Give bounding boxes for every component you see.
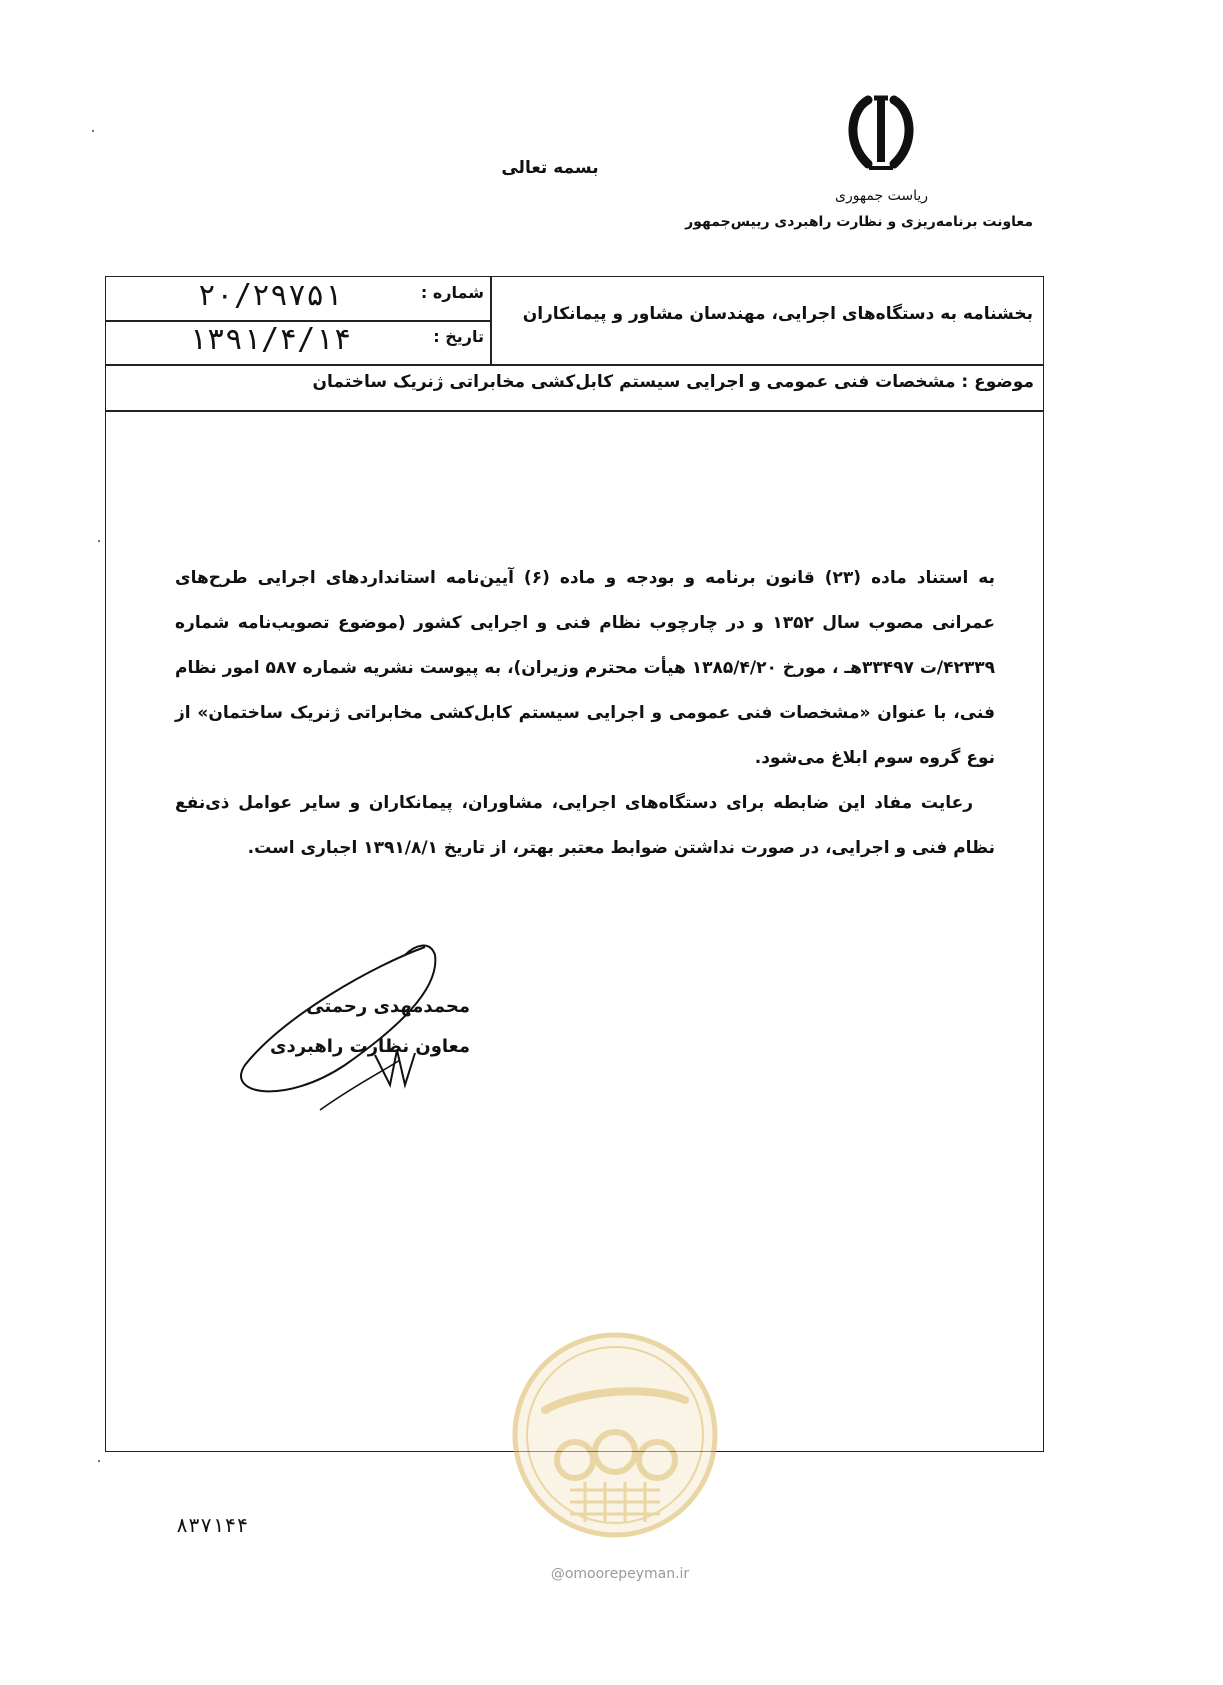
letter-number: ۲۰/۲۹۷۵۱ [197, 278, 343, 313]
org-name-presidency: ریاست جمهوری [834, 188, 928, 204]
reference-number: ۸۳۷۱۴۴ [176, 1513, 249, 1537]
subject-divider [105, 410, 1044, 412]
number-label: شماره : [420, 283, 484, 302]
recipient-line: بخشنامه به دستگاه‌های اجرایی، مهندسان مشاور و پیمانکاران [522, 304, 1033, 324]
scan-speck [98, 540, 100, 542]
org-name-deputy: معاونت برنامه‌ریزی و نظارت راهبردی رییس‌جمهور [685, 214, 1033, 230]
basmala-heading: بسمه تعالی [501, 158, 599, 178]
letter-date: ۱۳۹۱/۴/۱۴ [188, 322, 352, 357]
body-paragraph: رعایت مفاد این ضابطه برای دستگاه‌های اجرایی، مشاوران، پیمانکاران و سایر عوامل ذی‌نفع نظام فنی و اجرایی، در صورت نداشتن ضوابط معتبر بهتر، از تاریخ ۱۳۹۱/۸/۱ اجباری است. [175, 793, 995, 858]
header-divider [105, 364, 1044, 366]
signature-scribble-icon [225, 935, 485, 1115]
letter-body [175, 556, 995, 871]
body-paragraph: به استناد ماده (۲۳) قانون برنامه و بودجه و ماده (۶) آیین‌نامه استانداردهای اجرایی طرح‌های عمرانی مصوب سال ۱۳۵۲ و در چارچوب نظام فنی و اجرایی کشور (موضوع تصویب‌نامه شماره ۴۲۳۳۹/ت ۳۳۴۹۷هـ ، مورخ ۱۳۸۵/۴/۲۰ هیأت محترم وزیران)، به پیوست نشریه شماره ۵۸۷ امور نظام فنی، با عنوان «مشخصات فنی عمومی و اجرایی سیستم کابل‌کشی مخابراتی ژنریک ساختمان» از نوع گروه سوم ابلاغ می‌شود. [175, 568, 995, 768]
omoorepeyman-logo-stamp [510, 1330, 720, 1540]
watermark-text: @omoorepeyman.ir [550, 1566, 690, 1582]
signer-title: معاون نظارت راهبردی [270, 1036, 470, 1057]
iran-emblem-icon [838, 92, 924, 174]
date-label: تاریخ : [433, 327, 484, 346]
scan-speck [98, 1460, 100, 1462]
subject-line: موضوع : مشخصات فنی عمومی و اجرایی سیستم کابل‌کشی مخابراتی ژنریک ساختمان [312, 372, 1034, 392]
signer-name: محمدمهدی رحمتی [306, 996, 470, 1017]
scan-speck [92, 130, 94, 132]
